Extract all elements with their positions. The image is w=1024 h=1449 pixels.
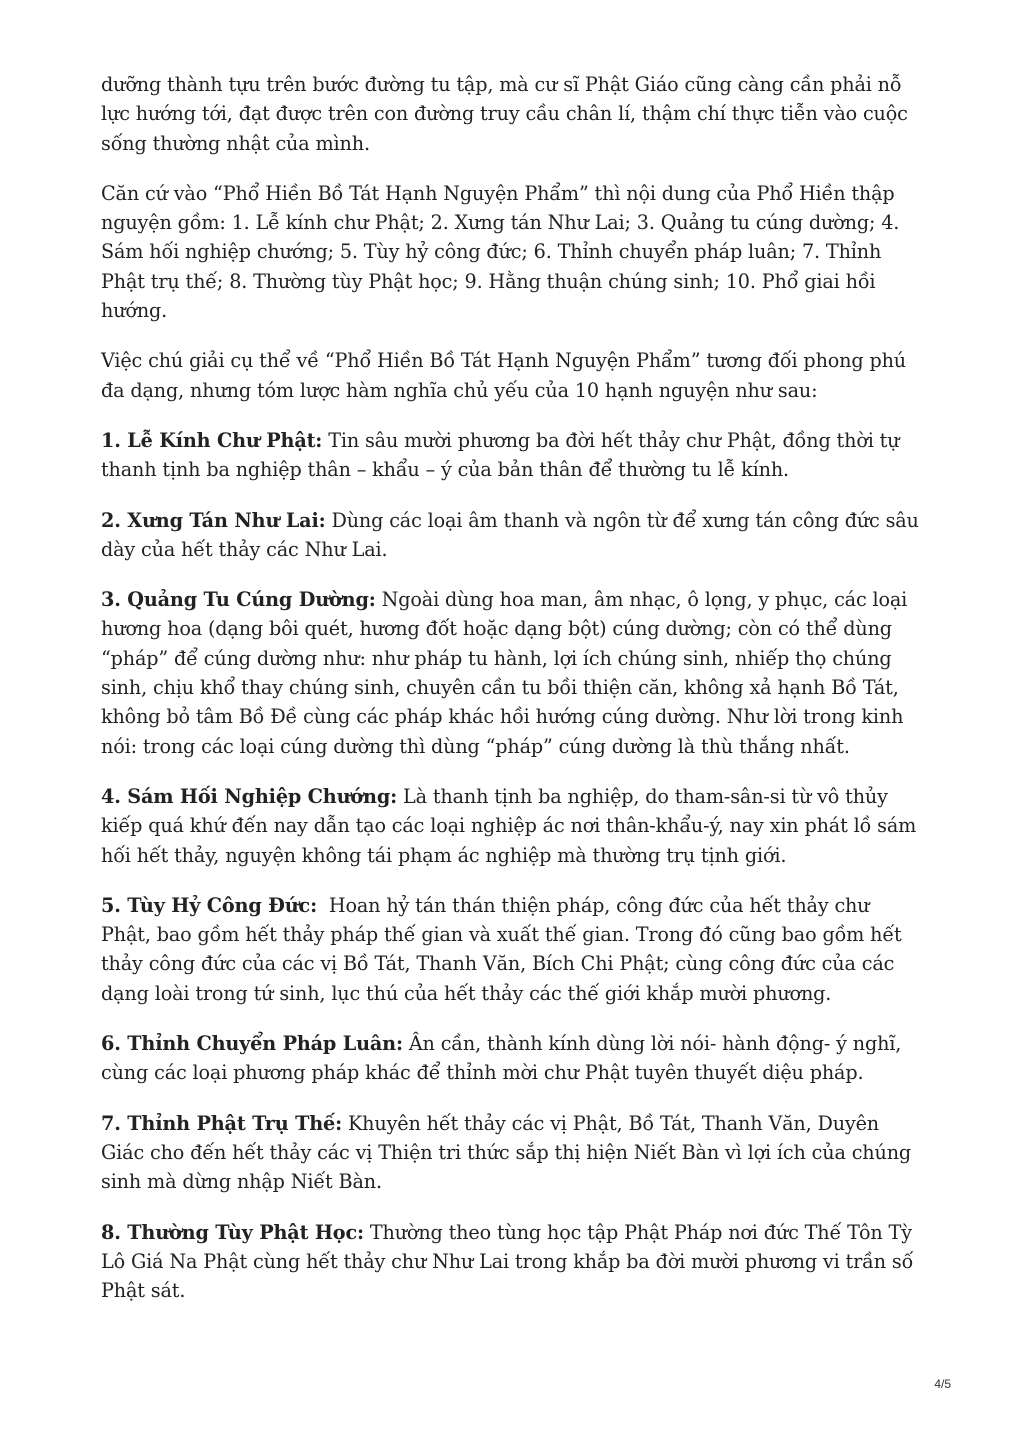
vow-text: Khuyên hết thảy các vị Phật, Bồ Tát, Thanh Văn, Duyên Giác cho đến hết thảy các vị Thiện tri thức sắp thị hiện Niết Bàn vì lợi ích của chúng sinh mà dừng nhập Niết Bàn. xyxy=(101,1111,912,1194)
vow-paragraph-7 xyxy=(101,1109,923,1197)
intro-paragraph-3: Việc chú giải cụ thể về “Phổ Hiền Bồ Tát Hạnh Nguyện Phẩm” tương đối phong phú đa dạng, nhưng tóm lược hàm nghĩa chủ yếu của 10 hạnh nguyện như sau: xyxy=(101,349,907,402)
vow-title: 5. Tùy Hỷ Công Đức: xyxy=(101,893,317,917)
intro-paragraph-1: dưỡng thành tựu trên bước đường tu tập, mà cư sĩ Phật Giáo cũng càng cần phải nỗ lực hướng tới, đạt được trên con đường truy cầu chân lí, thậm chí thực tiễn vào cuộc sống thường nhật của mình. xyxy=(101,73,908,155)
vow-paragraph-4 xyxy=(101,782,923,870)
document-body xyxy=(101,70,923,1326)
vow-paragraph-1 xyxy=(101,426,923,485)
vow-title: 1. Lễ Kính Chư Phật: xyxy=(101,428,323,452)
vow-title: 3. Quảng Tu Cúng Dường: xyxy=(101,588,376,612)
vow-paragraph-8 xyxy=(101,1218,923,1306)
vow-paragraph-3 xyxy=(101,585,923,761)
vow-title: 4. Sám Hối Nghiệp Chướng: xyxy=(101,784,398,808)
intro-paragraph-2: Căn cứ vào “Phổ Hiền Bồ Tát Hạnh Nguyện Phẩm” thì nội dung của Phổ Hiền thập nguyện gồm: 1. Lễ kính chư Phật; 2. Xưng tán Như Lai; 3. Quảng tu cúng dường; 4. Sám hối nghiệp chướng; 5. Tùy hỷ công đức; 6. Thỉnh chuyển pháp luân; 7. Thỉnh Phật trụ thế; 8. Thường tùy Phật học; 9. Hằng thuận chúng sinh; 10. Phổ giai hồi hướng. xyxy=(101,181,900,323)
vow-text: Hoan hỷ tán thán thiện pháp, công đức của hết thảy chư Phật, bao gồm hết thảy pháp thế gian và xuất thế gian. Trong đó cũng bao gồm hết thảy công đức của các vị Bồ Tát, Thanh Văn, Bích Chi Phật; cùng công đức của các dạng loài trong tứ sinh, lục thú của hết thảy các thế giới khắp mười phương. xyxy=(101,893,908,1005)
vow-text: Dùng các loại âm thanh và ngôn từ để xưng tán công đức sâu dày của hết thảy các Như Lai. xyxy=(101,508,919,561)
vow-title: 6. Thỉnh Chuyển Pháp Luân: xyxy=(101,1032,403,1056)
vow-text: Ân cần, thành kính dùng lời nói- hành động- ý nghĩ, cùng các loại phương pháp khác để thỉnh mời chư Phật tuyên thuyết diệu pháp. xyxy=(101,1032,902,1085)
vow-title: 2. Xưng Tán Như Lai: xyxy=(101,508,326,532)
vow-text: Thường theo tùng học tập Phật Pháp nơi đức Thế Tôn Tỳ Lô Giá Na Phật cùng hết thảy chư Như Lai trong khắp ba đời mười phương vi trần số Phật sát. xyxy=(101,1220,914,1303)
vow-text: Ngoài dùng hoa man, âm nhạc, ô lọng, y phục, các loại hương hoa (dạng bôi quét, hương đốt hoặc dạng bột) cúng dường; còn có thể dùng “pháp” để cúng dường như: như pháp tu hành, lợi ích chúng sinh, nhiếp thọ chúng sinh, chịu khổ thay chúng sinh, chuyên cần tu bồi thiện căn, không xả hạnh Bồ Tát, không bỏ tâm Bồ Đề cùng các pháp khác hồi hướng cúng dường. Như lời trong kinh nói: trong các loại cúng dường thì dùng “pháp” cúng dường là thù thắng nhất. xyxy=(101,588,908,758)
vow-title: 7. Thỉnh Phật Trụ Thế: xyxy=(101,1111,343,1135)
vow-paragraph-6 xyxy=(101,1029,923,1088)
vow-title: 8. Thường Tùy Phật Học: xyxy=(101,1220,364,1244)
vow-paragraph-5 xyxy=(101,891,923,1008)
page-number: 4/5 xyxy=(934,1377,951,1391)
vow-text: Tin sâu mười phương ba đời hết thảy chư Phật, đồng thời tự thanh tịnh ba nghiệp thân – khẩu – ý của bản thân để thường tu lễ kính. xyxy=(101,428,900,482)
vow-paragraph-2 xyxy=(101,506,923,565)
vow-text: Là thanh tịnh ba nghiệp, do tham-sân-si từ vô thủy kiếp quá khứ đến nay dẫn tạo các loại nghiệp ác nơi thân-khẩu-ý, nay xin phát lồ sám hối hết thảy, nguyện không tái phạm ác nghiệp mà thường trụ tịnh giới. xyxy=(101,784,917,867)
